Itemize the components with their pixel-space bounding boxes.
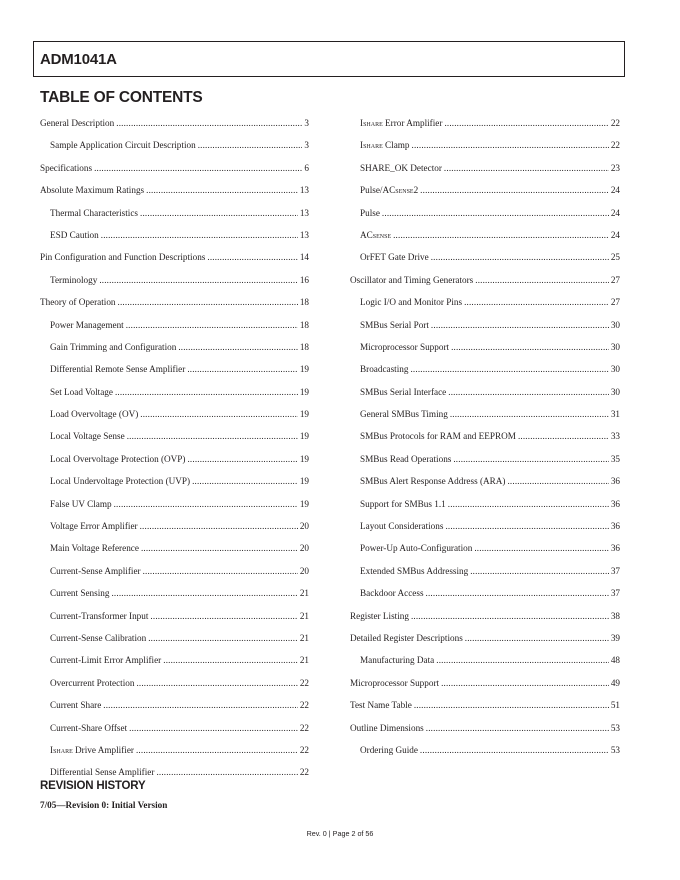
toc-entry-page: 36 (610, 498, 620, 509)
toc-entry[interactable] (350, 694, 620, 716)
dot-leader (178, 336, 297, 358)
toc-entry[interactable] (40, 537, 309, 559)
toc-entry[interactable] (350, 493, 620, 515)
toc-entry[interactable] (350, 605, 620, 627)
toc-entry-label: Backdoor Access (360, 588, 424, 599)
toc-entry-page: 30 (610, 386, 620, 397)
toc-entry[interactable] (40, 269, 309, 291)
toc-entry[interactable] (350, 157, 620, 179)
toc-entry-label: OrFET Gate Drive (360, 252, 429, 263)
toc-entry-label: Current-Limit Error Amplifier (50, 655, 162, 666)
toc-entry-label: ISHARE Clamp (360, 140, 410, 151)
toc-entry-page: 25 (610, 252, 620, 263)
dot-leader (115, 381, 298, 403)
toc-entry-page: 31 (610, 409, 620, 420)
toc-entry-page: 36 (610, 521, 620, 532)
toc-entry-page: 53 (610, 722, 620, 733)
dot-leader (140, 515, 298, 537)
dot-leader (198, 134, 303, 156)
toc-entry-page: 20 (299, 521, 309, 532)
toc-entry-label: Differential Sense Amplifier (50, 767, 155, 778)
toc-title: TABLE OF CONTENTS (40, 89, 203, 106)
toc-entry-label: Sample Application Circuit Description (50, 140, 196, 151)
dot-leader (94, 157, 302, 179)
toc-entry[interactable] (40, 448, 309, 470)
toc-entry[interactable] (40, 739, 309, 761)
toc-entry-label: Broadcasting (360, 364, 409, 375)
toc-entry-page: 22 (610, 118, 620, 128)
toc-entry-page: 21 (299, 610, 309, 621)
toc-left-column (40, 112, 309, 784)
toc-entry-label: Support for SMBus 1.1 (360, 498, 446, 509)
dot-leader (103, 694, 298, 716)
toc-entry[interactable] (350, 425, 620, 447)
dot-leader (426, 582, 609, 604)
page-footer: Rev. 0 | Page 2 of 56 (306, 829, 374, 838)
toc-entry[interactable] (350, 582, 620, 604)
dot-leader (420, 739, 609, 761)
toc-entry-label: Terminology (50, 274, 98, 285)
toc-entry-label: Ordering Guide (360, 744, 418, 755)
dot-leader (148, 627, 298, 649)
dot-leader (465, 627, 609, 649)
toc-entry-page: 20 (299, 565, 309, 576)
toc-entry-page: 3 (304, 140, 309, 151)
toc-entry-page: 30 (610, 341, 620, 352)
toc-entry-page: 19 (299, 431, 309, 442)
toc-entry-page: 27 (610, 297, 620, 308)
toc-entry[interactable] (350, 179, 620, 201)
toc-entry[interactable] (40, 224, 309, 246)
dot-leader (448, 493, 609, 515)
toc-entry[interactable] (40, 134, 309, 156)
dot-leader (444, 112, 608, 134)
toc-entry[interactable] (350, 560, 620, 582)
toc-entry[interactable] (40, 246, 309, 268)
toc-entry[interactable] (350, 515, 620, 537)
dot-leader (436, 649, 609, 671)
toc-entry-page: 27 (610, 274, 620, 285)
revision-entry: 7/05—Revision 0: Initial Version (40, 800, 168, 810)
toc-entry-label: Test Name Table (350, 700, 412, 711)
dot-leader (136, 739, 298, 761)
toc-entry-label: Oscillator and Timing Generators (350, 274, 474, 285)
toc-entry[interactable] (350, 627, 620, 649)
dot-leader (143, 560, 298, 582)
toc-entry-page: 51 (610, 700, 620, 711)
toc-entry-label: SMBus Serial Interface (360, 386, 447, 397)
toc-entry-label: ACSENSE (360, 229, 392, 240)
toc-entry-page: 18 (299, 319, 309, 330)
toc-entry-page: 19 (299, 364, 309, 375)
toc-entry-label: SMBus Serial Port (360, 319, 429, 330)
toc-entry-page: 3 (304, 118, 309, 128)
toc-entry[interactable] (40, 515, 309, 537)
toc-entry[interactable] (350, 649, 620, 671)
dot-leader (136, 672, 297, 694)
toc-entry[interactable] (350, 448, 620, 470)
dot-leader (150, 605, 297, 627)
dot-leader (414, 694, 609, 716)
dot-leader (464, 291, 609, 313)
toc-entry-page: 22 (299, 767, 309, 778)
toc-entry-label: Layout Considerations (360, 521, 444, 532)
dot-leader (507, 470, 608, 492)
dot-leader (126, 314, 298, 336)
toc-entry[interactable] (40, 403, 309, 425)
toc-entry-page: 19 (299, 498, 309, 509)
toc-entry[interactable] (40, 649, 309, 671)
toc-entry-page: 36 (610, 476, 620, 487)
dot-leader (141, 537, 298, 559)
toc-entry[interactable] (40, 470, 309, 492)
toc-entry-page: 13 (299, 185, 309, 196)
toc-entry-label: Local Voltage Sense (50, 431, 125, 442)
toc-entry-label: ESD Caution (50, 229, 99, 240)
toc-entry[interactable] (350, 224, 620, 246)
dot-leader (426, 717, 609, 739)
toc-entry-label: Load Overvoltage (OV) (50, 409, 139, 420)
toc-entry-label: Manufacturing Data (360, 655, 435, 666)
toc-entry-page: 53 (610, 744, 620, 755)
toc-entry-page: 13 (299, 229, 309, 240)
toc-entry-label: Current-Sense Calibration (50, 632, 147, 643)
toc-entry[interactable] (350, 246, 620, 268)
toc-entry[interactable] (40, 717, 309, 739)
dot-leader (129, 717, 298, 739)
revision-history-title: REVISION HISTORY (40, 780, 146, 792)
toc-entry[interactable] (350, 470, 620, 492)
dot-leader (207, 246, 297, 268)
toc-entry-label: Current Share (50, 700, 102, 711)
dot-leader (410, 358, 608, 380)
dot-leader (114, 493, 298, 515)
toc-entry-label: False UV Clamp (50, 498, 112, 509)
dot-leader (140, 202, 298, 224)
toc-entry-page: 24 (610, 185, 620, 196)
toc-entry-label: Thermal Characteristics (50, 207, 139, 218)
toc-entry-label: Theory of Operation (40, 297, 116, 308)
dot-leader (192, 470, 298, 492)
toc-entry-page: 21 (299, 588, 309, 599)
toc-entry-label: SMBus Alert Response Address (ARA) (360, 476, 506, 487)
toc-entry-page: 24 (610, 207, 620, 218)
dot-leader (441, 672, 609, 694)
dot-leader (393, 224, 609, 246)
toc-entry[interactable] (40, 672, 309, 694)
toc-entry-label: Overcurrent Protection (50, 677, 135, 688)
toc-entry[interactable] (350, 739, 620, 761)
toc-entry-label: General Description (40, 118, 115, 128)
toc-entry-label: Differential Remote Sense Amplifier (50, 364, 186, 375)
toc-entry-label: Specifications (40, 162, 93, 173)
toc-entry-page: 36 (610, 543, 620, 554)
toc-entry-page: 30 (610, 319, 620, 330)
toc-entry-label: Logic I/O and Monitor Pins (360, 297, 463, 308)
dot-leader (382, 202, 609, 224)
toc-entry[interactable] (40, 314, 309, 336)
dot-leader (475, 269, 609, 291)
dot-leader (445, 515, 608, 537)
toc-entry[interactable] (350, 672, 620, 694)
dot-leader (518, 425, 609, 447)
toc-entry-label: General SMBus Timing (360, 409, 448, 420)
part-number: ADM1041A (40, 51, 117, 68)
toc-entry-label: Outline Dimensions (350, 722, 424, 733)
toc-entry-page: 18 (299, 341, 309, 352)
toc-entry[interactable] (350, 403, 620, 425)
toc-entry-page: 14 (299, 252, 309, 263)
toc-entry-page: 21 (299, 632, 309, 643)
dot-leader (444, 157, 609, 179)
dot-leader (118, 291, 298, 313)
toc-entry-label: Main Voltage Reference (50, 543, 139, 554)
toc-entry-label: Set Load Voltage (50, 386, 113, 397)
toc-entry-page: 20 (299, 543, 309, 554)
toc-entry[interactable] (40, 291, 309, 313)
toc-entry-page: 49 (610, 677, 620, 688)
toc-entry-label: Local Overvoltage Protection (OVP) (50, 453, 186, 464)
toc-entry-page: 19 (299, 409, 309, 420)
toc-entry[interactable] (350, 336, 620, 358)
toc-entry-label: Gain Trimming and Configuration (50, 341, 177, 352)
toc-entry[interactable] (350, 314, 620, 336)
dot-leader (163, 649, 298, 671)
toc-entry[interactable] (40, 358, 309, 380)
toc-entry-page: 22 (299, 700, 309, 711)
toc-entry-label: SMBus Protocols for RAM and EEPROM (360, 431, 516, 442)
toc-entry-page: 19 (299, 476, 309, 487)
toc-entry[interactable] (350, 134, 620, 156)
toc-entry-page: 22 (299, 677, 309, 688)
dot-leader (99, 269, 297, 291)
dot-leader (187, 448, 297, 470)
toc-entry-label: Current-Share Offset (50, 722, 128, 733)
toc-entry[interactable] (350, 291, 620, 313)
toc-entry[interactable] (350, 381, 620, 403)
toc-entry-label: Microprocessor Support (350, 677, 440, 688)
toc-entry[interactable] (350, 358, 620, 380)
toc-entry-page: 38 (610, 610, 620, 621)
toc-entry-page: 19 (299, 386, 309, 397)
toc-entry-page: 33 (610, 431, 620, 442)
toc-entry-page: 18 (299, 297, 309, 308)
toc-entry[interactable] (40, 582, 309, 604)
dot-leader (453, 448, 608, 470)
toc-entry-page: 22 (610, 140, 620, 151)
toc-entry-page: 22 (299, 744, 309, 755)
dot-leader (431, 314, 609, 336)
toc-entry-page: 16 (299, 274, 309, 285)
toc-entry-label: Current Sensing (50, 588, 110, 599)
dot-leader (431, 246, 609, 268)
toc-entry-label: Register Listing (350, 610, 409, 621)
toc-entry[interactable] (40, 425, 309, 447)
dot-leader (451, 336, 609, 358)
dot-leader (448, 381, 609, 403)
toc-entry[interactable] (40, 560, 309, 582)
dot-leader (412, 134, 609, 156)
toc-right-column (350, 112, 620, 761)
dot-leader (127, 425, 298, 447)
toc-entry-label: Detailed Register Descriptions (350, 632, 463, 643)
toc-entry-page: 37 (610, 565, 620, 576)
dot-leader (187, 358, 298, 380)
dot-leader (146, 179, 298, 201)
toc-entry-label: Current-Sense Amplifier (50, 565, 141, 576)
dot-leader (411, 605, 609, 627)
dot-leader (450, 403, 609, 425)
toc-entry-page: 23 (610, 162, 620, 173)
toc-entry[interactable] (40, 493, 309, 515)
dot-leader (420, 179, 609, 201)
toc-entry-label: Pulse/ACSENSE2 (360, 185, 419, 196)
toc-entry[interactable] (350, 717, 620, 739)
toc-entry-page: 30 (610, 364, 620, 375)
toc-entry-page: 37 (610, 588, 620, 599)
toc-entry-page: 22 (299, 722, 309, 733)
toc-entry-label: Local Undervoltage Protection (UVP) (50, 476, 191, 487)
toc-entry-label: SHARE_OK Detector (360, 162, 442, 173)
dot-leader (116, 112, 302, 134)
dot-leader (470, 560, 609, 582)
toc-entry[interactable] (40, 694, 309, 716)
toc-entry[interactable] (350, 537, 620, 559)
header-box (33, 41, 625, 77)
toc-entry[interactable] (40, 627, 309, 649)
dot-leader (156, 761, 297, 783)
toc-entry-page: 13 (299, 207, 309, 218)
toc-entry[interactable] (40, 336, 309, 358)
dot-leader (474, 537, 608, 559)
toc-entry-label: Power-Up Auto-Configuration (360, 543, 473, 554)
toc-entry-page: 35 (610, 453, 620, 464)
toc-entry-page: 39 (610, 632, 620, 643)
toc-entry-label: SMBus Read Operations (360, 453, 452, 464)
toc-entry[interactable] (350, 202, 620, 224)
toc-entry-label: Power Management (50, 319, 124, 330)
toc-entry[interactable] (350, 112, 620, 134)
toc-entry-label: Voltage Error Amplifier (50, 521, 138, 532)
toc-entry-label: Current-Transformer Input (50, 610, 149, 621)
toc-entry-label: Pulse (360, 207, 380, 218)
toc-entry[interactable] (40, 112, 309, 134)
dot-leader (111, 582, 297, 604)
toc-entry-page: 21 (299, 655, 309, 666)
dot-leader (140, 403, 298, 425)
toc-entry[interactable] (40, 157, 309, 179)
toc-entry[interactable] (40, 202, 309, 224)
toc-entry-label: Extended SMBus Addressing (360, 565, 469, 576)
toc-entry[interactable] (40, 605, 309, 627)
toc-entry[interactable] (40, 381, 309, 403)
toc-entry-label: ISHARE Error Amplifier (360, 118, 443, 128)
toc-entry-page: 6 (304, 162, 309, 173)
toc-entry-label: Pin Configuration and Function Descriptions (40, 252, 206, 263)
toc-entry[interactable] (40, 179, 309, 201)
toc-entry-page: 19 (299, 453, 309, 464)
toc-entry-label: ISHARE Drive Amplifier (50, 744, 134, 755)
toc-entry[interactable] (350, 269, 620, 291)
toc-entry-label: Absolute Maximum Ratings (40, 185, 145, 196)
toc-entry-page: 24 (610, 229, 620, 240)
toc-entry-label: Microprocessor Support (360, 341, 450, 352)
dot-leader (101, 224, 298, 246)
toc-entry-page: 48 (610, 655, 620, 666)
